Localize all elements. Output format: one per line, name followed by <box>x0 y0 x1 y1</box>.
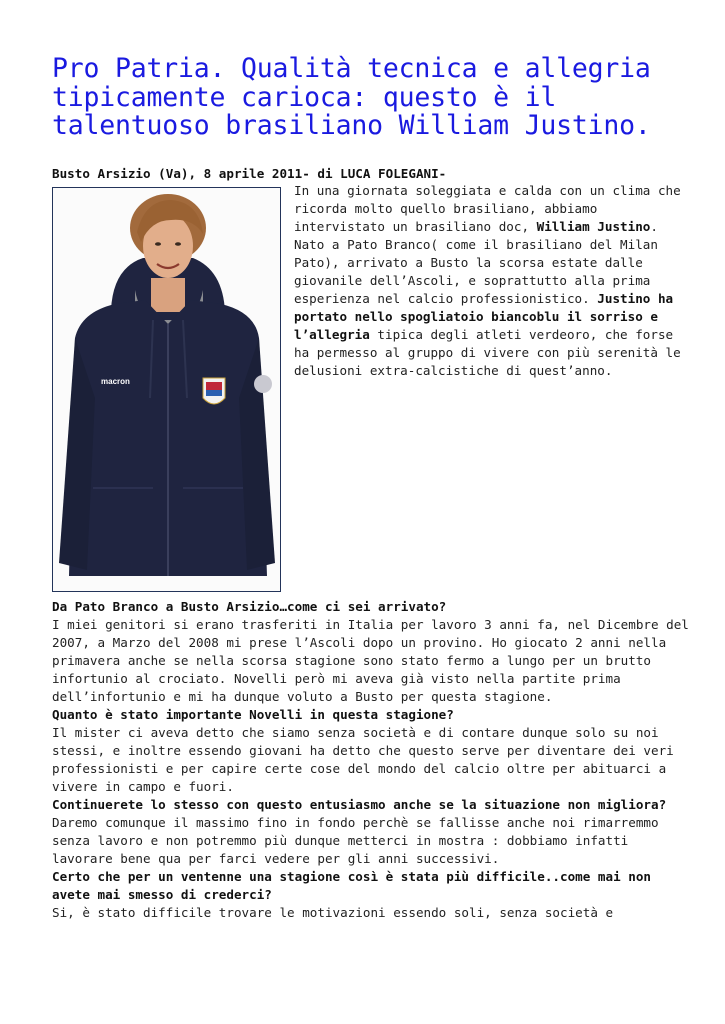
article-title: Pro Patria. Qualità tecnica e allegria tipicamente carioca: questo è il talentuoso brasiliano William Justino. <box>52 53 651 141</box>
interview-answer: Il mister ci aveva detto che siamo senza società e di contare dunque solo su noi stessi, e inoltre essendo giovani ha detto che questo serve per diventare dei veri professionisti e per capire certe cose del mondo del calcio oltre per abituarci a vivere in campo e fuori. <box>52 725 674 794</box>
jacket-brand-logo: macron <box>101 377 130 386</box>
intro-text-3: tipica degli atleti verdeoro, che forse ha permesso al gruppo di vivere con più serenità le delusioni extra-calcistiche di quest’anno. <box>294 327 681 378</box>
article-intro <box>294 182 684 380</box>
interview-answer: Si, è stato difficile trovare le motivazioni essendo soli, senza società e <box>52 905 614 920</box>
player-photo-illustration <box>53 188 280 591</box>
interview-question: Continuerete lo stesso con questo entusiasmo anche se la situazione non migliora? <box>52 797 667 812</box>
intro-text-1: In una giornata soleggiata e calda con un clima che ricorda molto quello brasiliano, abbiamo intervistato un brasiliano doc, <box>294 183 681 234</box>
interview-answer: I miei genitori si erano trasferiti in Italia per lavoro 3 anni fa, nel Dicembre del 2007, a Marzo del 2008 mi prese l’Ascoli dopo un provino. Ho giocato 2 anni nella primavera anche se nella scorsa stagione sono stato fermo a lungo per un brutto infortunio al crociato. Novelli però mi aveva già visto nella partite prima dell’infortunio e mi ha dunque voluto a Busto per questa stagione. <box>52 617 689 704</box>
interview-question: Da Pato Branco a Busto Arsizio…come ci sei arrivato? <box>52 599 447 614</box>
interview-answer: Daremo comunque il massimo fino in fondo perchè se fallisse anche noi rimarremmo senza lavoro e non potremmo più dunque metterci in mostra : dobbiamo infatti lavorare bene qua per farci vedere per gli anni successivi. <box>52 815 659 866</box>
interview-question: Quanto è stato importante Novelli in questa stagione? <box>52 707 454 722</box>
intro-text-2: . Nato a Pato Branco( come il brasiliano del Milan Pato), arrivato a Busto la scorsa estate dalle giovanile dell’Ascoli, e soprattutto alla prima esperienza nel calcio professionistico. <box>294 219 658 306</box>
intro-bold-highlight: Justino ha portato nello spogliatoio biancoblu il sorriso e l’allegria <box>294 291 674 342</box>
intro-bold-name: William Justino <box>536 219 651 234</box>
interview-section <box>52 598 692 922</box>
article-byline: Busto Arsizio (Va), 8 aprile 2011- di LUCA FOLEGANI- <box>52 166 447 181</box>
interview-question: Certo che per un ventenne una stagione così è stata più difficile..come mai non avete mai smesso di crederci? <box>52 869 651 902</box>
player-photo <box>52 187 281 592</box>
